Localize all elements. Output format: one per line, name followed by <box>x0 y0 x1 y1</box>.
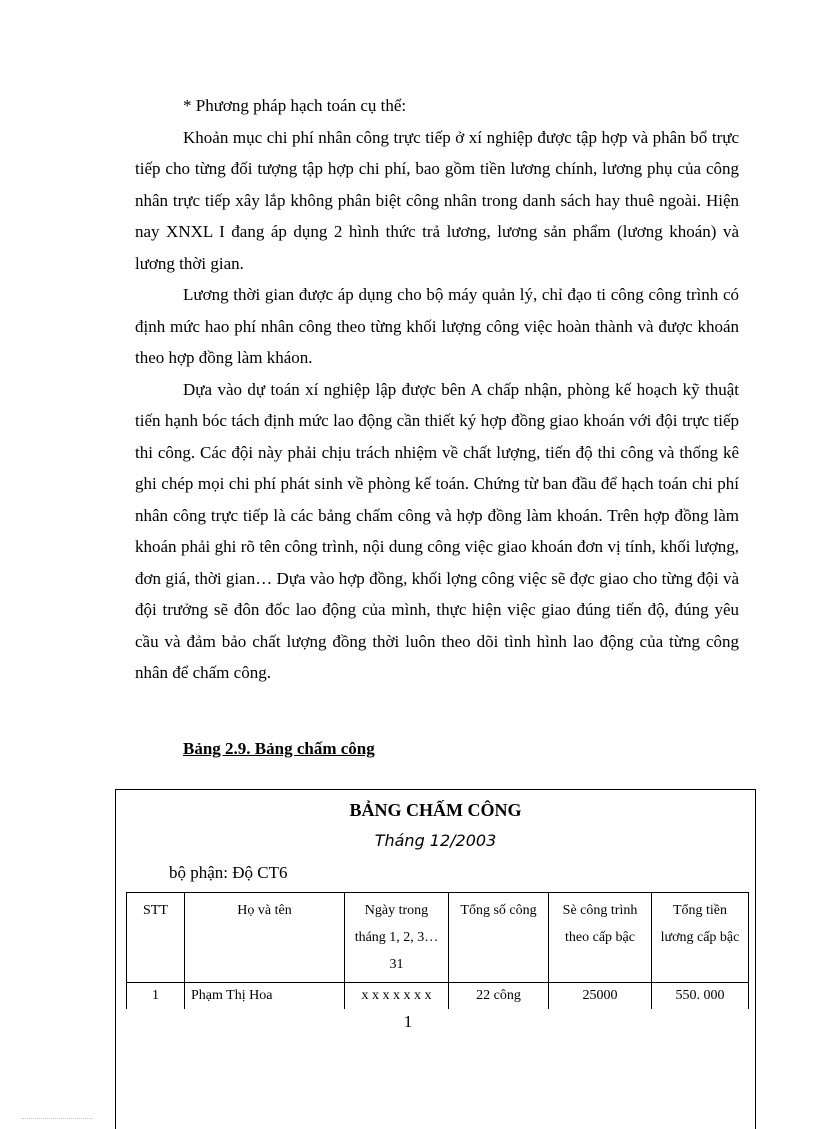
cell-total-pay: 550. 000 <box>652 983 749 1010</box>
column-header-stt: STT <box>127 893 185 983</box>
table-row <box>127 983 749 1010</box>
timesheet-month: Tháng 12/2003 <box>374 831 497 850</box>
column-header-name: Họ và tên <box>185 893 345 983</box>
paragraph-contract-process: Dựa vào dự toán xí nghiệp lập được bên A chấp nhận, phòng kế hoạch kỹ thuật tiến hạnh bóc tách định mức lao động cần thiết ký hợp đồng giao khoán với đội trực tiếp thi công. Các đội này phải chịu trách nhiệm về chất lượng, tiến độ thi công và thống kê ghi chép mọi chi phí phát sinh về phòng kế toán. Chứng từ ban đầu để hạch toán chi phí nhân công trực tiếp là các bảng chấm công và hợp đồng làm khoán. Trên hợp đồng làm khoán phải ghi rõ tên công trình, nội dung công việc giao khoán đơn vị tính, khối lượng, đơn giá, thời gian… Dựa vào hợp đồng, khối lợng công việc sẽ đợc giao cho từng đội và đội trưởng sẽ đôn đốc lao động của mình, thực hiện việc giao đúng tiến độ, đúng yêu cầu và đảm bảo chất lượng đồng thời luôn theo dõi tình hình lao động của từng công nhân để chấm công. <box>135 379 739 682</box>
paragraph-time-wage: Lương thời gian được áp dụng cho bộ máy quản lý, chỉ đạo ti công công trình có định mức hao phí nhân công theo từng khối lượng công việc hoàn thành và được khoán theo hợp đồng làm kháon. <box>135 285 739 367</box>
cell-name: Phạm Thị Hoa <box>185 983 345 1010</box>
column-header-rate: Sè công trình theo cấp bậc <box>549 893 652 983</box>
column-header-days: Ngày trong tháng 1, 2, 3…31 <box>345 893 449 983</box>
cell-days: x x x x x x x <box>345 983 449 1010</box>
page-number: 1 <box>403 1012 413 1031</box>
table-header-row <box>127 893 749 983</box>
method-heading: * Phương pháp hạch toán cụ thể: <box>183 96 407 115</box>
cell-stt: 1 <box>127 983 185 1010</box>
table-caption: Bảng 2.9. Bảng chấm công <box>183 739 375 758</box>
bottom-left-dotted-rule <box>22 1118 92 1119</box>
cell-total-days: 22 công <box>449 983 549 1010</box>
body-text <box>135 90 739 689</box>
column-header-total-pay: Tổng tiền lương cấp bậc <box>652 893 749 983</box>
cell-rate: 25000 <box>549 983 652 1010</box>
timesheet-frame <box>115 789 756 1129</box>
timesheet-department: bộ phận: Độ CT6 <box>169 863 288 882</box>
timesheet-table <box>126 892 749 1009</box>
paragraph-direct-labor: Khoản mục chi phí nhân công trực tiếp ở xí nghiệp được tập hợp và phân bổ trực tiếp cho từng đối tượng tập hợp chi phí, bao gồm tiền lương chính, lương phụ của công nhân trực tiếp xây lắp không phân biệt công nhân trong danh sách hay thuê ngoài. Hiện nay XNXL I đang áp dụng 2 hình thức trả lương, lương sản phẩm (lương khoán) và lương thời gian. <box>135 127 739 273</box>
timesheet-title: BẢNG CHẤM CÔNG <box>349 800 522 820</box>
column-header-total-days: Tổng số công <box>449 893 549 983</box>
